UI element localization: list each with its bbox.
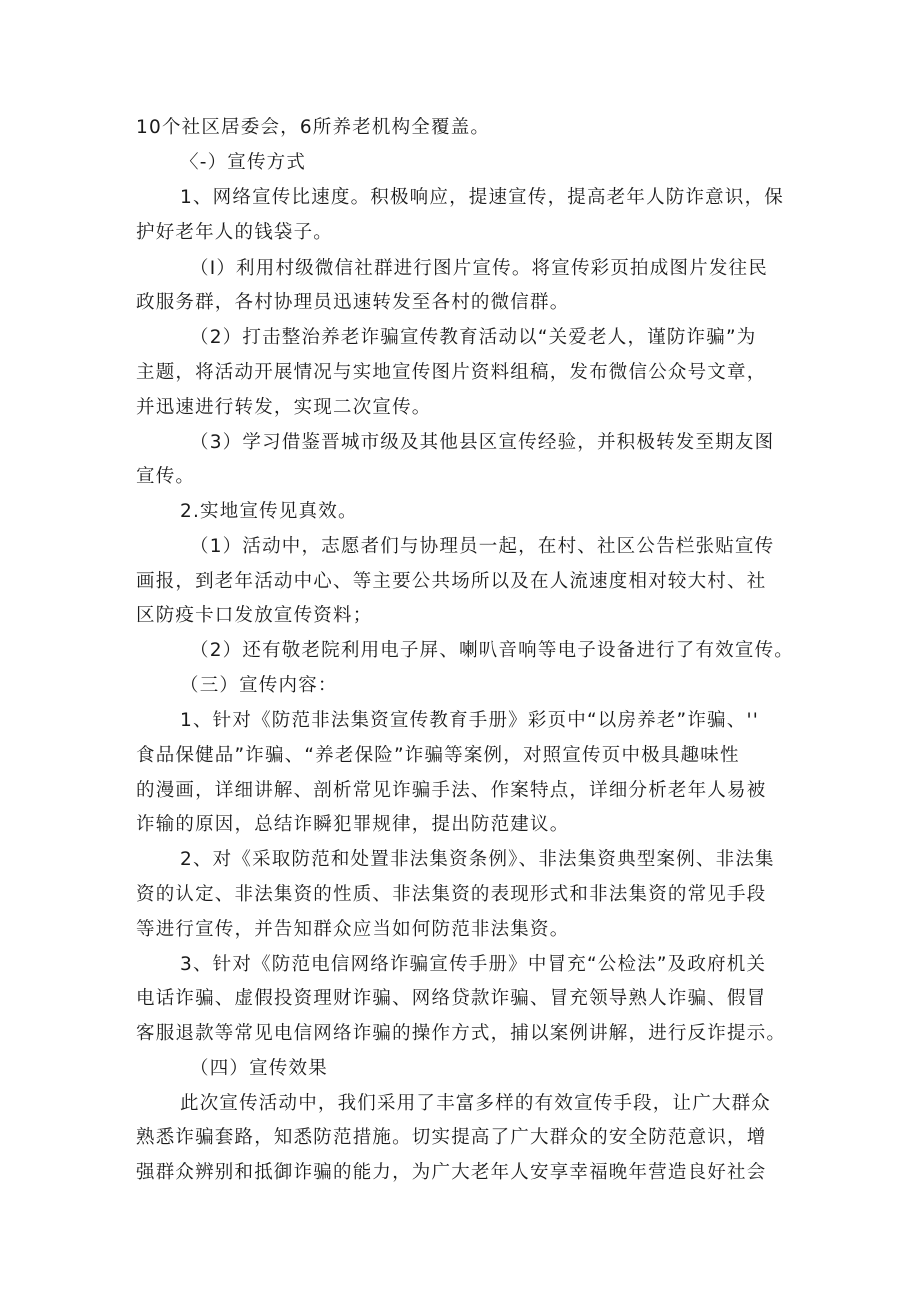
text-line: 等进行宣传，并告知群众应当如何防范非法集资。 (136, 919, 570, 940)
text-line: 的漫画，详细讲解、剖析常见诈骗手法、作案特点，详细分析老年人易被 (136, 780, 767, 801)
text-line: 资的认定、非法集资的性质、非法集资的表现形式和非法集资的常见手段 (136, 884, 767, 905)
text-line: 1、网络宣传比速度。积极响应，提速宣传，提高老年人防诈意识，保 (180, 187, 784, 208)
text-line: 宣传。 (136, 466, 196, 487)
text-line: （2）还有敬老院利用电子屏、喇叭音响等电子设备进行了有效宣传。 (190, 640, 794, 661)
text-line: 画报，到老年活动中心、等主要公共场所以及在人流速度相对较大村、社 (136, 571, 767, 592)
text-line: 10个社区居委会，6所养老机构全覆盖。 (136, 117, 491, 138)
text-line: 2、对《采取防范和处置非法集资条例》、非法集资典型案例、非法集 (180, 849, 775, 870)
text-line: 食品保健品”诈骗、“养老保险”诈骗等案例，对照宣传页中极具趣味性 (136, 745, 740, 766)
text-line: 电话诈骗、虚假投资理财诈骗、网络贷款诈骗、冒充领导熟人诈骗、假冒 (136, 988, 767, 1009)
text-line: 3、针对《防范电信网络诈骗宣传手册》中冒充“公检法”及政府机关 (180, 954, 767, 975)
section-heading: （四）宣传效果 (190, 1058, 328, 1079)
text-line: 1、针对《防范非法集资宣传教育手册》彩页中“以房养老”诈骗、'' (180, 710, 760, 731)
text-line: 此次宣传活动中，我们采用了丰富多样的有效宣传手段，让广大群众 (180, 1093, 772, 1114)
text-line: 诈输的原因，总结诈瞬犯罪规律，提出防范建议。 (136, 814, 570, 835)
section-heading: 2.实地宣传见真效。 (180, 501, 358, 522)
text-line: 主题，将活动开展情况与实地宣传图片资料组稿，发布微信公众号文章， (136, 362, 767, 383)
text-line: 熟悉诈骗套路，知悉防范措施。切实提高了广大群众的安全防范意识，增 (136, 1127, 767, 1148)
text-line: 区防疫卡口发放宣传资料； (136, 605, 373, 626)
text-line: （I）利用村级微信社群进行图片宣传。将宣传彩页拍成图片发往民 (190, 258, 768, 279)
text-line: 并迅速进行转发，实现二次宣传。 (136, 397, 432, 418)
text-line: （1）活动中，志愿者们与协理员一起，在村、社区公告栏张贴宣传 (190, 536, 775, 557)
text-line: 强群众辨别和抵御诈骗的能力，为广大老年人安享幸福晚年营造良好社会 (136, 1162, 767, 1183)
text-line: 护好老年人的钱袋子。 (136, 222, 334, 243)
text-line: （2）打击整治养老诈骗宣传教育活动以“关爱老人，谨防诈骗”为 (190, 327, 757, 348)
section-heading: 〈-）宣传方式 (180, 152, 307, 173)
text-line: 客服退款等常见电信网络诈骗的操作方式，捕以案例讲解，进行反诈提示。 (136, 1023, 787, 1044)
text-line: （3）学习借鉴晋城市级及其他县区宣传经验，并积极转发至期友图 (190, 432, 775, 453)
text-line: 政服务群，各村协理员迅速转发至各村的微信群。 (136, 292, 570, 313)
section-heading: （三）宣传内容： (180, 675, 338, 696)
